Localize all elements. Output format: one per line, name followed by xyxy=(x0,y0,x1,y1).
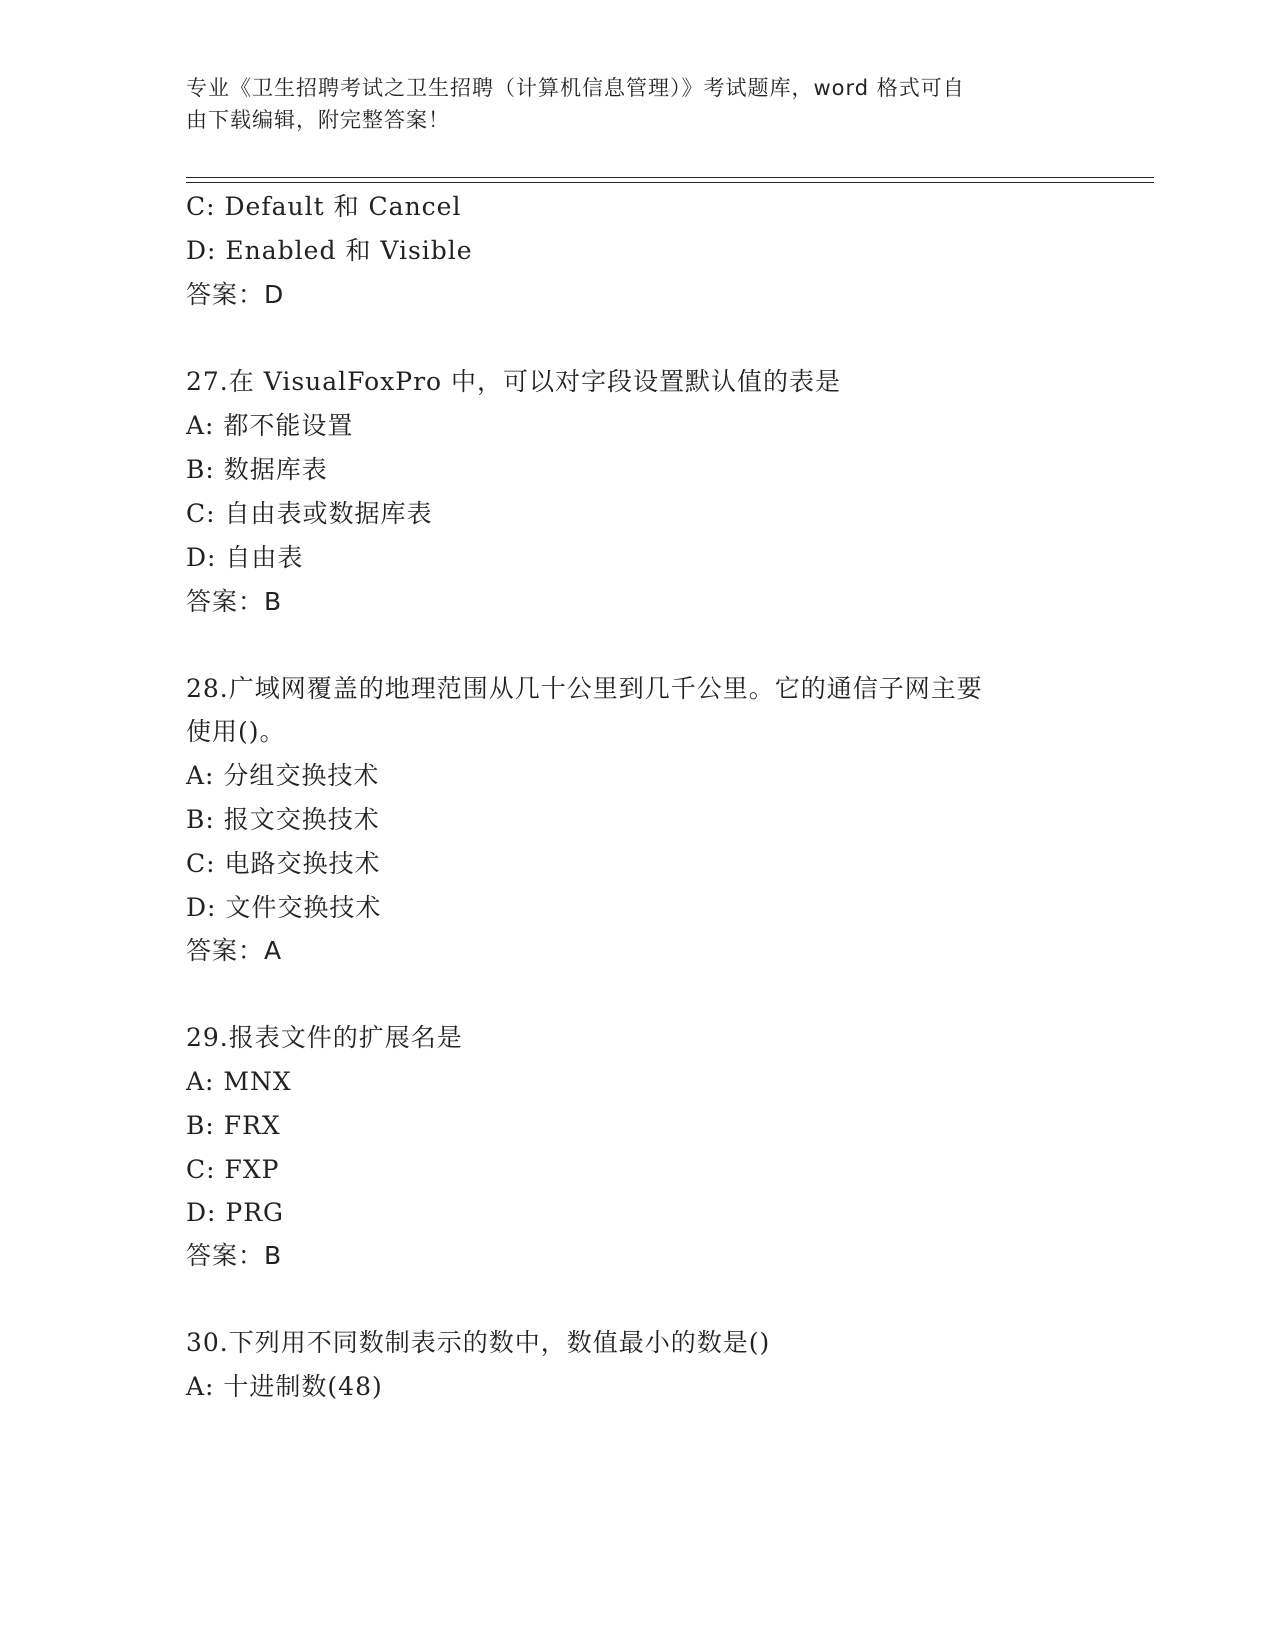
q29-answer: 答案：B xyxy=(186,1241,283,1270)
document-header xyxy=(186,72,1086,136)
q29-option-d: D: PRG xyxy=(186,1198,285,1227)
header-rule-bottom xyxy=(186,182,1154,183)
q29-question: 29.报表文件的扩展名是 xyxy=(186,1023,463,1052)
q29-option-c: C: FXP xyxy=(186,1155,280,1184)
q30-question: 30.下列用不同数制表示的数中，数值最小的数是() xyxy=(186,1328,771,1357)
q28-option-b: B: 报文交换技术 xyxy=(186,805,380,834)
header-line-1: 专业《卫生招聘考试之卫生招聘（计算机信息管理）》考试题库，word 格式可自 xyxy=(186,76,965,100)
header-rule-top xyxy=(186,177,1154,178)
q28-option-a: A: 分组交换技术 xyxy=(186,761,380,790)
q26-answer: 答案：D xyxy=(186,280,285,309)
q27-option-c: C: 自由表或数据库表 xyxy=(186,499,433,528)
q30-option-a: A: 十进制数(48) xyxy=(186,1372,383,1401)
q28-question-line-1: 28.广域网覆盖的地理范围从几十公里到几千公里。它的通信子网主要 xyxy=(186,674,983,703)
q28-option-d: D: 文件交换技术 xyxy=(186,893,382,922)
q27-question: 27.在 VisualFoxPro 中，可以对字段设置默认值的表是 xyxy=(186,367,842,396)
q27-answer: 答案：B xyxy=(186,587,283,616)
q27-option-a: A: 都不能设置 xyxy=(186,411,354,440)
q28-option-c: C: 电路交换技术 xyxy=(186,849,381,878)
q26-option-d: D: Enabled 和 Visible xyxy=(186,236,473,265)
q28-answer: 答案：A xyxy=(186,936,283,965)
q28-question-line-2: 使用()。 xyxy=(186,717,286,746)
header-line-2: 由下载编辑，附完整答案！ xyxy=(186,108,450,132)
q26-option-c: C: Default 和 Cancel xyxy=(186,192,462,221)
q29-option-b: B: FRX xyxy=(186,1111,281,1140)
q29-option-a: A: MNX xyxy=(186,1067,292,1096)
q27-option-b: B: 数据库表 xyxy=(186,455,328,484)
q27-option-d: D: 自由表 xyxy=(186,543,304,572)
